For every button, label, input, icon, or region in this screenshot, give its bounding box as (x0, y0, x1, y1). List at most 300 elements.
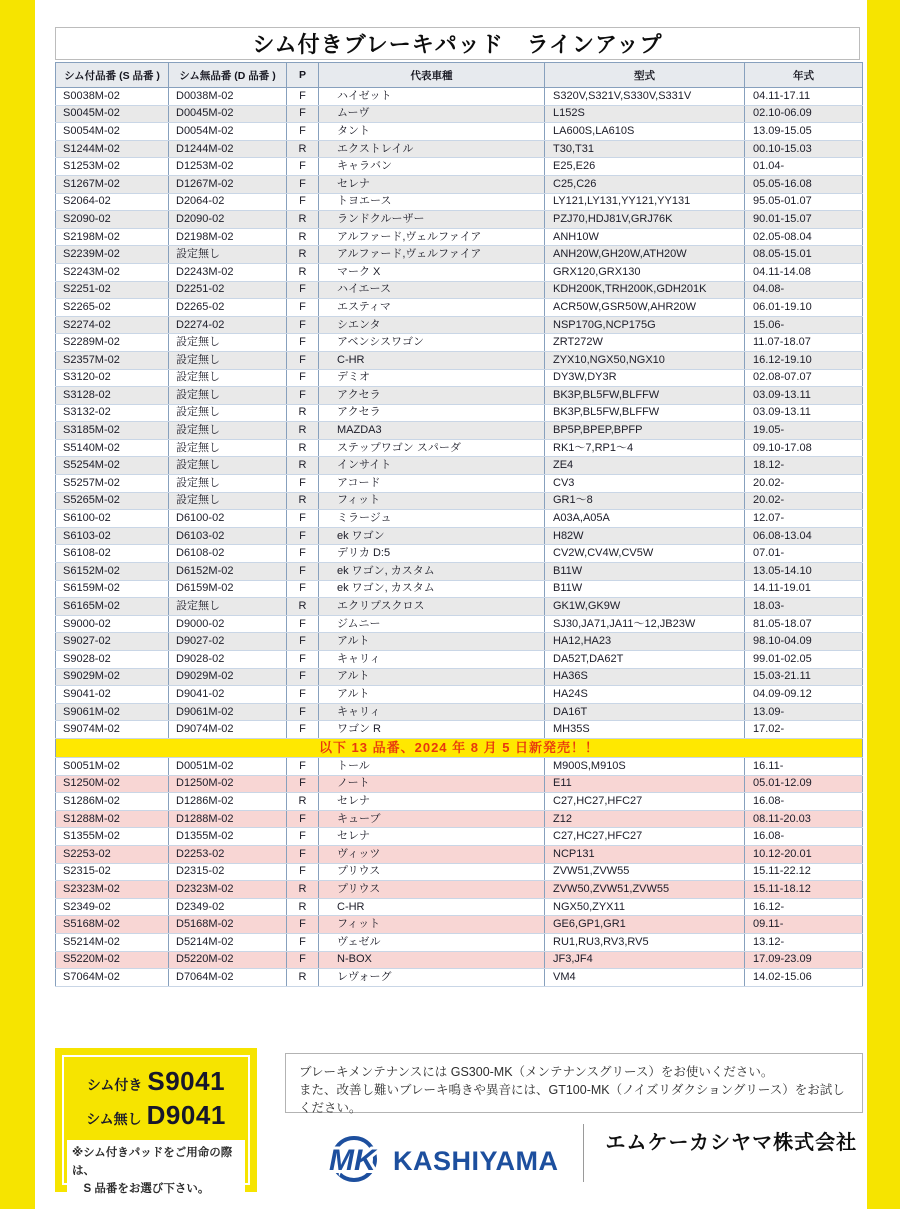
table-cell: 13.05-14.10 (745, 563, 863, 581)
table-cell: マーク X (319, 263, 545, 281)
table-cell: エクリプスクロス (319, 598, 545, 616)
column-header: 年式 (745, 63, 863, 88)
table-cell: D2253-02 (169, 845, 287, 863)
table-cell: L152S (545, 105, 745, 123)
table-cell: D1286M-02 (169, 793, 287, 811)
table-cell: 設定無し (169, 369, 287, 387)
table-row (56, 316, 863, 334)
table-cell: S2323M-02 (56, 881, 169, 899)
table-cell: エスティマ (319, 299, 545, 317)
table-cell: ACR50W,GSR50W,AHR20W (545, 299, 745, 317)
table-cell: RK1～7,RP1～4 (545, 439, 745, 457)
table-cell: 06.08-13.04 (745, 527, 863, 545)
table-cell: エクストレイル (319, 140, 545, 158)
table-cell: ZE4 (545, 457, 745, 475)
table-cell: D0045M-02 (169, 105, 287, 123)
table-cell: ヴィッツ (319, 845, 545, 863)
table-row (56, 299, 863, 317)
table-cell: 08.11-20.03 (745, 810, 863, 828)
table-cell: D1355M-02 (169, 828, 287, 846)
table-cell: S3128-02 (56, 387, 169, 405)
table-cell: 16.11- (745, 757, 863, 775)
table-cell: S2349-02 (56, 898, 169, 916)
table-cell: GR1～8 (545, 492, 745, 510)
table-cell: セレナ (319, 793, 545, 811)
table-cell: S6152M-02 (56, 563, 169, 581)
table-cell: F (287, 527, 319, 545)
table-cell: D1288M-02 (169, 810, 287, 828)
shim-without-code: D9041 (146, 1100, 226, 1130)
table-cell: D6159M-02 (169, 580, 287, 598)
table-row (56, 88, 863, 106)
table-cell: セレナ (319, 175, 545, 193)
table-cell: S9041-02 (56, 686, 169, 704)
table-cell: NSP170G,NCP175G (545, 316, 745, 334)
table-cell: ANH20W,GH20W,ATH20W (545, 246, 745, 264)
table-cell: BP5P,BPEP,BPFP (545, 422, 745, 440)
table-cell: GRX120,GRX130 (545, 263, 745, 281)
table-cell: F (287, 105, 319, 123)
table-row (56, 492, 863, 510)
table-cell: F (287, 387, 319, 405)
table-cell: Z12 (545, 810, 745, 828)
table-row (56, 263, 863, 281)
table-cell: F (287, 351, 319, 369)
table-cell: F (287, 775, 319, 793)
table-cell: 設定無し (169, 334, 287, 352)
table-cell: 設定無し (169, 439, 287, 457)
table-row (56, 810, 863, 828)
table-cell: アルト (319, 633, 545, 651)
table-cell: D2198M-02 (169, 228, 287, 246)
table-cell: DA16T (545, 703, 745, 721)
lineup-table (55, 62, 863, 987)
new-release-banner (56, 738, 863, 757)
table-cell: 15.11-18.12 (745, 881, 863, 899)
shim-note-line2: S 品番をお選び下さい。 (72, 1182, 210, 1195)
table-row (56, 775, 863, 793)
table-cell: R (287, 598, 319, 616)
table-cell: D2265-02 (169, 299, 287, 317)
table-row (56, 123, 863, 141)
table-cell: RU1,RU3,RV3,RV5 (545, 933, 745, 951)
table-cell: インサイト (319, 457, 545, 475)
company-name: エムケーカシヤマ株式会社 (605, 1132, 858, 1154)
table-cell: R (287, 969, 319, 987)
table-cell: D0051M-02 (169, 757, 287, 775)
mk-kashiyama-logo (327, 1134, 559, 1189)
column-header: シム無品番 (D 品番 ) (169, 63, 287, 88)
table-cell: S2289M-02 (56, 334, 169, 352)
table-cell: 設定無し (169, 457, 287, 475)
table-row (56, 615, 863, 633)
table-cell: F (287, 88, 319, 106)
table-cell: F (287, 863, 319, 881)
table-cell: S3132-02 (56, 404, 169, 422)
table-cell: トヨエース (319, 193, 545, 211)
table-cell: アルファード,ヴェルファイア (319, 246, 545, 264)
table-cell: ワゴン R (319, 721, 545, 739)
table-cell: 03.09-13.11 (745, 387, 863, 405)
table-cell: M900S,M910S (545, 757, 745, 775)
table-cell: S9000-02 (56, 615, 169, 633)
table-cell: 設定無し (169, 475, 287, 493)
table-cell: R (287, 211, 319, 229)
table-cell: S5254M-02 (56, 457, 169, 475)
table-row (56, 228, 863, 246)
table-cell: 00.10-15.03 (745, 140, 863, 158)
table-cell: シエンタ (319, 316, 545, 334)
table-cell: アコード (319, 475, 545, 493)
table-cell: F (287, 123, 319, 141)
table-row (56, 351, 863, 369)
table-cell: S0054M-02 (56, 123, 169, 141)
table-cell: F (287, 933, 319, 951)
table-row (56, 457, 863, 475)
table-row (56, 686, 863, 704)
table-cell: S0045M-02 (56, 105, 169, 123)
table-cell: S2239M-02 (56, 246, 169, 264)
table-cell: GE6,GP1,GR1 (545, 916, 745, 934)
table-cell: F (287, 845, 319, 863)
table-cell: C-HR (319, 351, 545, 369)
table-cell: F (287, 951, 319, 969)
footer-divider (583, 1124, 584, 1182)
table-cell: 12.07- (745, 510, 863, 528)
table-cell: D1244M-02 (169, 140, 287, 158)
table-cell: D2243M-02 (169, 263, 287, 281)
table-row (56, 246, 863, 264)
table-cell: 10.12-20.01 (745, 845, 863, 863)
table-cell: セレナ (319, 828, 545, 846)
shim-callout-box (55, 1048, 257, 1195)
table-cell: 98.10-04.09 (745, 633, 863, 651)
table-cell: JF3,JF4 (545, 951, 745, 969)
table-cell: S2251-02 (56, 281, 169, 299)
table-cell: アベンシスワゴン (319, 334, 545, 352)
table-cell: 20.02- (745, 492, 863, 510)
table-cell: D9041-02 (169, 686, 287, 704)
table-row (56, 651, 863, 669)
table-cell: S2243M-02 (56, 263, 169, 281)
table-row (56, 387, 863, 405)
table-row (56, 193, 863, 211)
new-release-banner-text: 以下 13 品番、2024 年 8 月 5 日新発売！！ (56, 738, 863, 757)
column-header: 代表車種 (319, 63, 545, 88)
table-cell: アルファード,ヴェルファイア (319, 228, 545, 246)
table-cell: R (287, 881, 319, 899)
table-cell: F (287, 175, 319, 193)
table-cell: D2323M-02 (169, 881, 287, 899)
table-row (56, 175, 863, 193)
table-cell: B11W (545, 563, 745, 581)
table-cell: F (287, 193, 319, 211)
table-cell: R (287, 404, 319, 422)
grease-info-line1: ブレーキメンテナンスには GS300-MK（メンテナンスグリース）をお使いください。 (299, 1065, 774, 1079)
table-cell: F (287, 810, 319, 828)
table-cell: F (287, 703, 319, 721)
table-cell: ランドクルーザー (319, 211, 545, 229)
table-cell: 11.07-18.07 (745, 334, 863, 352)
table-cell: 99.01-02.05 (745, 651, 863, 669)
table-row (56, 916, 863, 934)
table-cell: D1267M-02 (169, 175, 287, 193)
table-cell: 05.01-12.09 (745, 775, 863, 793)
table-cell: S5214M-02 (56, 933, 169, 951)
table-cell: R (287, 898, 319, 916)
table-cell: E11 (545, 775, 745, 793)
table-cell: HA36S (545, 668, 745, 686)
table-row (56, 369, 863, 387)
table-cell: 16.12-19.10 (745, 351, 863, 369)
table-cell: A03A,A05A (545, 510, 745, 528)
table-cell: S1355M-02 (56, 828, 169, 846)
table-cell: S6103-02 (56, 527, 169, 545)
table-cell: 13.09-15.05 (745, 123, 863, 141)
table-cell: R (287, 457, 319, 475)
table-cell: 設定無し (169, 492, 287, 510)
table-cell: タント (319, 123, 545, 141)
table-row (56, 757, 863, 775)
table-cell: 14.02-15.06 (745, 969, 863, 987)
table-cell: D6108-02 (169, 545, 287, 563)
shim-without-line (86, 1100, 226, 1131)
table-cell: 17.09-23.09 (745, 951, 863, 969)
table-cell: R (287, 492, 319, 510)
table-cell: NGX50,ZYX11 (545, 898, 745, 916)
table-cell: レヴォーグ (319, 969, 545, 987)
shim-with-label: シム付き (86, 1077, 143, 1093)
table-cell: S9061M-02 (56, 703, 169, 721)
table-cell: 設定無し (169, 404, 287, 422)
table-cell: R (287, 793, 319, 811)
table-cell: 04.11-14.08 (745, 263, 863, 281)
table-cell: D5168M-02 (169, 916, 287, 934)
table-cell: 03.09-13.11 (745, 404, 863, 422)
table-cell: T30,T31 (545, 140, 745, 158)
table-cell: CV2W,CV4W,CV5W (545, 545, 745, 563)
table-cell: S5220M-02 (56, 951, 169, 969)
table-cell: D5220M-02 (169, 951, 287, 969)
table-row (56, 668, 863, 686)
table-cell: E25,E26 (545, 158, 745, 176)
table-row (56, 404, 863, 422)
table-cell: NCP131 (545, 845, 745, 863)
table-cell: ek ワゴン, カスタム (319, 580, 545, 598)
table-cell: 15.03-21.11 (745, 668, 863, 686)
table-cell: F (287, 369, 319, 387)
table-cell: R (287, 140, 319, 158)
table-cell: S1267M-02 (56, 175, 169, 193)
table-cell: S6108-02 (56, 545, 169, 563)
table-cell: プリウス (319, 863, 545, 881)
table-cell: HA24S (545, 686, 745, 704)
logo-wordmark: KASHIYAMA (393, 1146, 559, 1176)
table-cell: F (287, 916, 319, 934)
table-cell: MAZDA3 (319, 422, 545, 440)
table-row (56, 211, 863, 229)
grease-info-box (285, 1053, 863, 1113)
table-cell: D6103-02 (169, 527, 287, 545)
page-title: シム付きブレーキパッド ラインアップ (55, 27, 860, 60)
shim-with-code: S9041 (147, 1066, 226, 1096)
table-cell: アルト (319, 686, 545, 704)
table-cell: ノート (319, 775, 545, 793)
table-cell: 81.05-18.07 (745, 615, 863, 633)
table-cell: D7064M-02 (169, 969, 287, 987)
table-cell: S6100-02 (56, 510, 169, 528)
table-row (56, 828, 863, 846)
table-cell: 06.01-19.10 (745, 299, 863, 317)
table-cell: デリカ D:5 (319, 545, 545, 563)
table-cell: 04.11-17.11 (745, 88, 863, 106)
table-cell: DA52T,DA62T (545, 651, 745, 669)
shim-with-line (87, 1066, 225, 1097)
table-cell: MH35S (545, 721, 745, 739)
table-cell: D0038M-02 (169, 88, 287, 106)
table-cell: D9029M-02 (169, 668, 287, 686)
shim-note-line1: ※シム付きパッドをご用命の際は、 (72, 1147, 233, 1177)
table-cell: S2198M-02 (56, 228, 169, 246)
svg-text:MK: MK (329, 1144, 376, 1177)
table-cell: 02.10-06.09 (745, 105, 863, 123)
table-cell: ek ワゴン, カスタム (319, 563, 545, 581)
table-cell: ミラージュ (319, 510, 545, 528)
table-cell: 19.05- (745, 422, 863, 440)
table-cell: F (287, 668, 319, 686)
table-cell: 設定無し (169, 598, 287, 616)
table-cell: キャラバン (319, 158, 545, 176)
table-cell: F (287, 563, 319, 581)
table-cell: S1244M-02 (56, 140, 169, 158)
table-cell: 16.12- (745, 898, 863, 916)
table-cell: 15.06- (745, 316, 863, 334)
table-cell: D5214M-02 (169, 933, 287, 951)
table-cell: D9061M-02 (169, 703, 287, 721)
table-cell: S2064-02 (56, 193, 169, 211)
table-cell: ジムニー (319, 615, 545, 633)
table-cell: D9000-02 (169, 615, 287, 633)
table-cell: N-BOX (319, 951, 545, 969)
table-cell: 設定無し (169, 351, 287, 369)
table-row (56, 951, 863, 969)
table-row (56, 633, 863, 651)
table-cell: LA600S,LA610S (545, 123, 745, 141)
table-cell: ZVW51,ZVW55 (545, 863, 745, 881)
table-cell: ZRT272W (545, 334, 745, 352)
table-cell: フィット (319, 916, 545, 934)
table-cell: F (287, 651, 319, 669)
table-row (56, 105, 863, 123)
table-cell: S9027-02 (56, 633, 169, 651)
table-cell: S7064M-02 (56, 969, 169, 987)
table-cell: S0038M-02 (56, 88, 169, 106)
table-cell: 20.02- (745, 475, 863, 493)
table-cell: S1253M-02 (56, 158, 169, 176)
table-cell: DY3W,DY3R (545, 369, 745, 387)
table-cell: 04.08- (745, 281, 863, 299)
table-cell: C27,HC27,HFC27 (545, 828, 745, 846)
table-cell: 16.08- (745, 828, 863, 846)
table-row (56, 422, 863, 440)
table-cell: C27,HC27,HFC27 (545, 793, 745, 811)
table-cell: S2253-02 (56, 845, 169, 863)
table-cell: F (287, 158, 319, 176)
table-cell: S5140M-02 (56, 439, 169, 457)
table-cell: S2265-02 (56, 299, 169, 317)
table-cell: 01.04- (745, 158, 863, 176)
table-row (56, 881, 863, 899)
table-cell: 14.11-19.01 (745, 580, 863, 598)
table-cell: D2274-02 (169, 316, 287, 334)
table-cell: C-HR (319, 898, 545, 916)
table-cell: F (287, 316, 319, 334)
table-cell: C25,C26 (545, 175, 745, 193)
table-cell: S1286M-02 (56, 793, 169, 811)
table-cell: D1250M-02 (169, 775, 287, 793)
table-cell: アクセラ (319, 404, 545, 422)
table-cell: 09.10-17.08 (745, 439, 863, 457)
table-cell: R (287, 422, 319, 440)
table-cell: H82W (545, 527, 745, 545)
table-cell: 設定無し (169, 246, 287, 264)
table-cell: 04.09-09.12 (745, 686, 863, 704)
table-cell: ムーヴ (319, 105, 545, 123)
table-cell: F (287, 299, 319, 317)
table-cell: D2090-02 (169, 211, 287, 229)
table-cell: 13.12- (745, 933, 863, 951)
table-cell: F (287, 633, 319, 651)
table-cell: S5265M-02 (56, 492, 169, 510)
table-row (56, 845, 863, 863)
table-row (56, 969, 863, 987)
shim-callout-inner (62, 1055, 250, 1195)
table-row (56, 898, 863, 916)
table-row (56, 793, 863, 811)
table-row (56, 545, 863, 563)
table-cell: S2357M-02 (56, 351, 169, 369)
table-cell: F (287, 475, 319, 493)
column-header: P (287, 63, 319, 88)
table-cell: 90.01-15.07 (745, 211, 863, 229)
table-cell: F (287, 757, 319, 775)
table-cell: KDH200K,TRH200K,GDH201K (545, 281, 745, 299)
table-cell: ANH10W (545, 228, 745, 246)
table-cell: 18.12- (745, 457, 863, 475)
table-row (56, 721, 863, 739)
table-row (56, 703, 863, 721)
lineup-table-container (55, 62, 862, 987)
grease-info-line2: また、改善し難いブレーキ鳴きや異音には、GT100-MK（ノイズリダクショングリース）をお試しください。 (299, 1083, 845, 1115)
table-cell: 05.05-16.08 (745, 175, 863, 193)
table-cell: D2315-02 (169, 863, 287, 881)
table-cell: F (287, 686, 319, 704)
table-cell: アルト (319, 668, 545, 686)
table-cell: S5257M-02 (56, 475, 169, 493)
table-cell: ZVW50,ZVW51,ZVW55 (545, 881, 745, 899)
table-cell: S2090-02 (56, 211, 169, 229)
table-cell: BK3P,BL5FW,BLFFW (545, 387, 745, 405)
table-cell: S6159M-02 (56, 580, 169, 598)
table-cell: キューブ (319, 810, 545, 828)
table-cell: BK3P,BL5FW,BLFFW (545, 404, 745, 422)
table-cell: F (287, 334, 319, 352)
table-cell: 07.01- (745, 545, 863, 563)
table-cell: R (287, 246, 319, 264)
table-cell: フィット (319, 492, 545, 510)
table-cell: F (287, 545, 319, 563)
table-header-row (56, 63, 863, 88)
